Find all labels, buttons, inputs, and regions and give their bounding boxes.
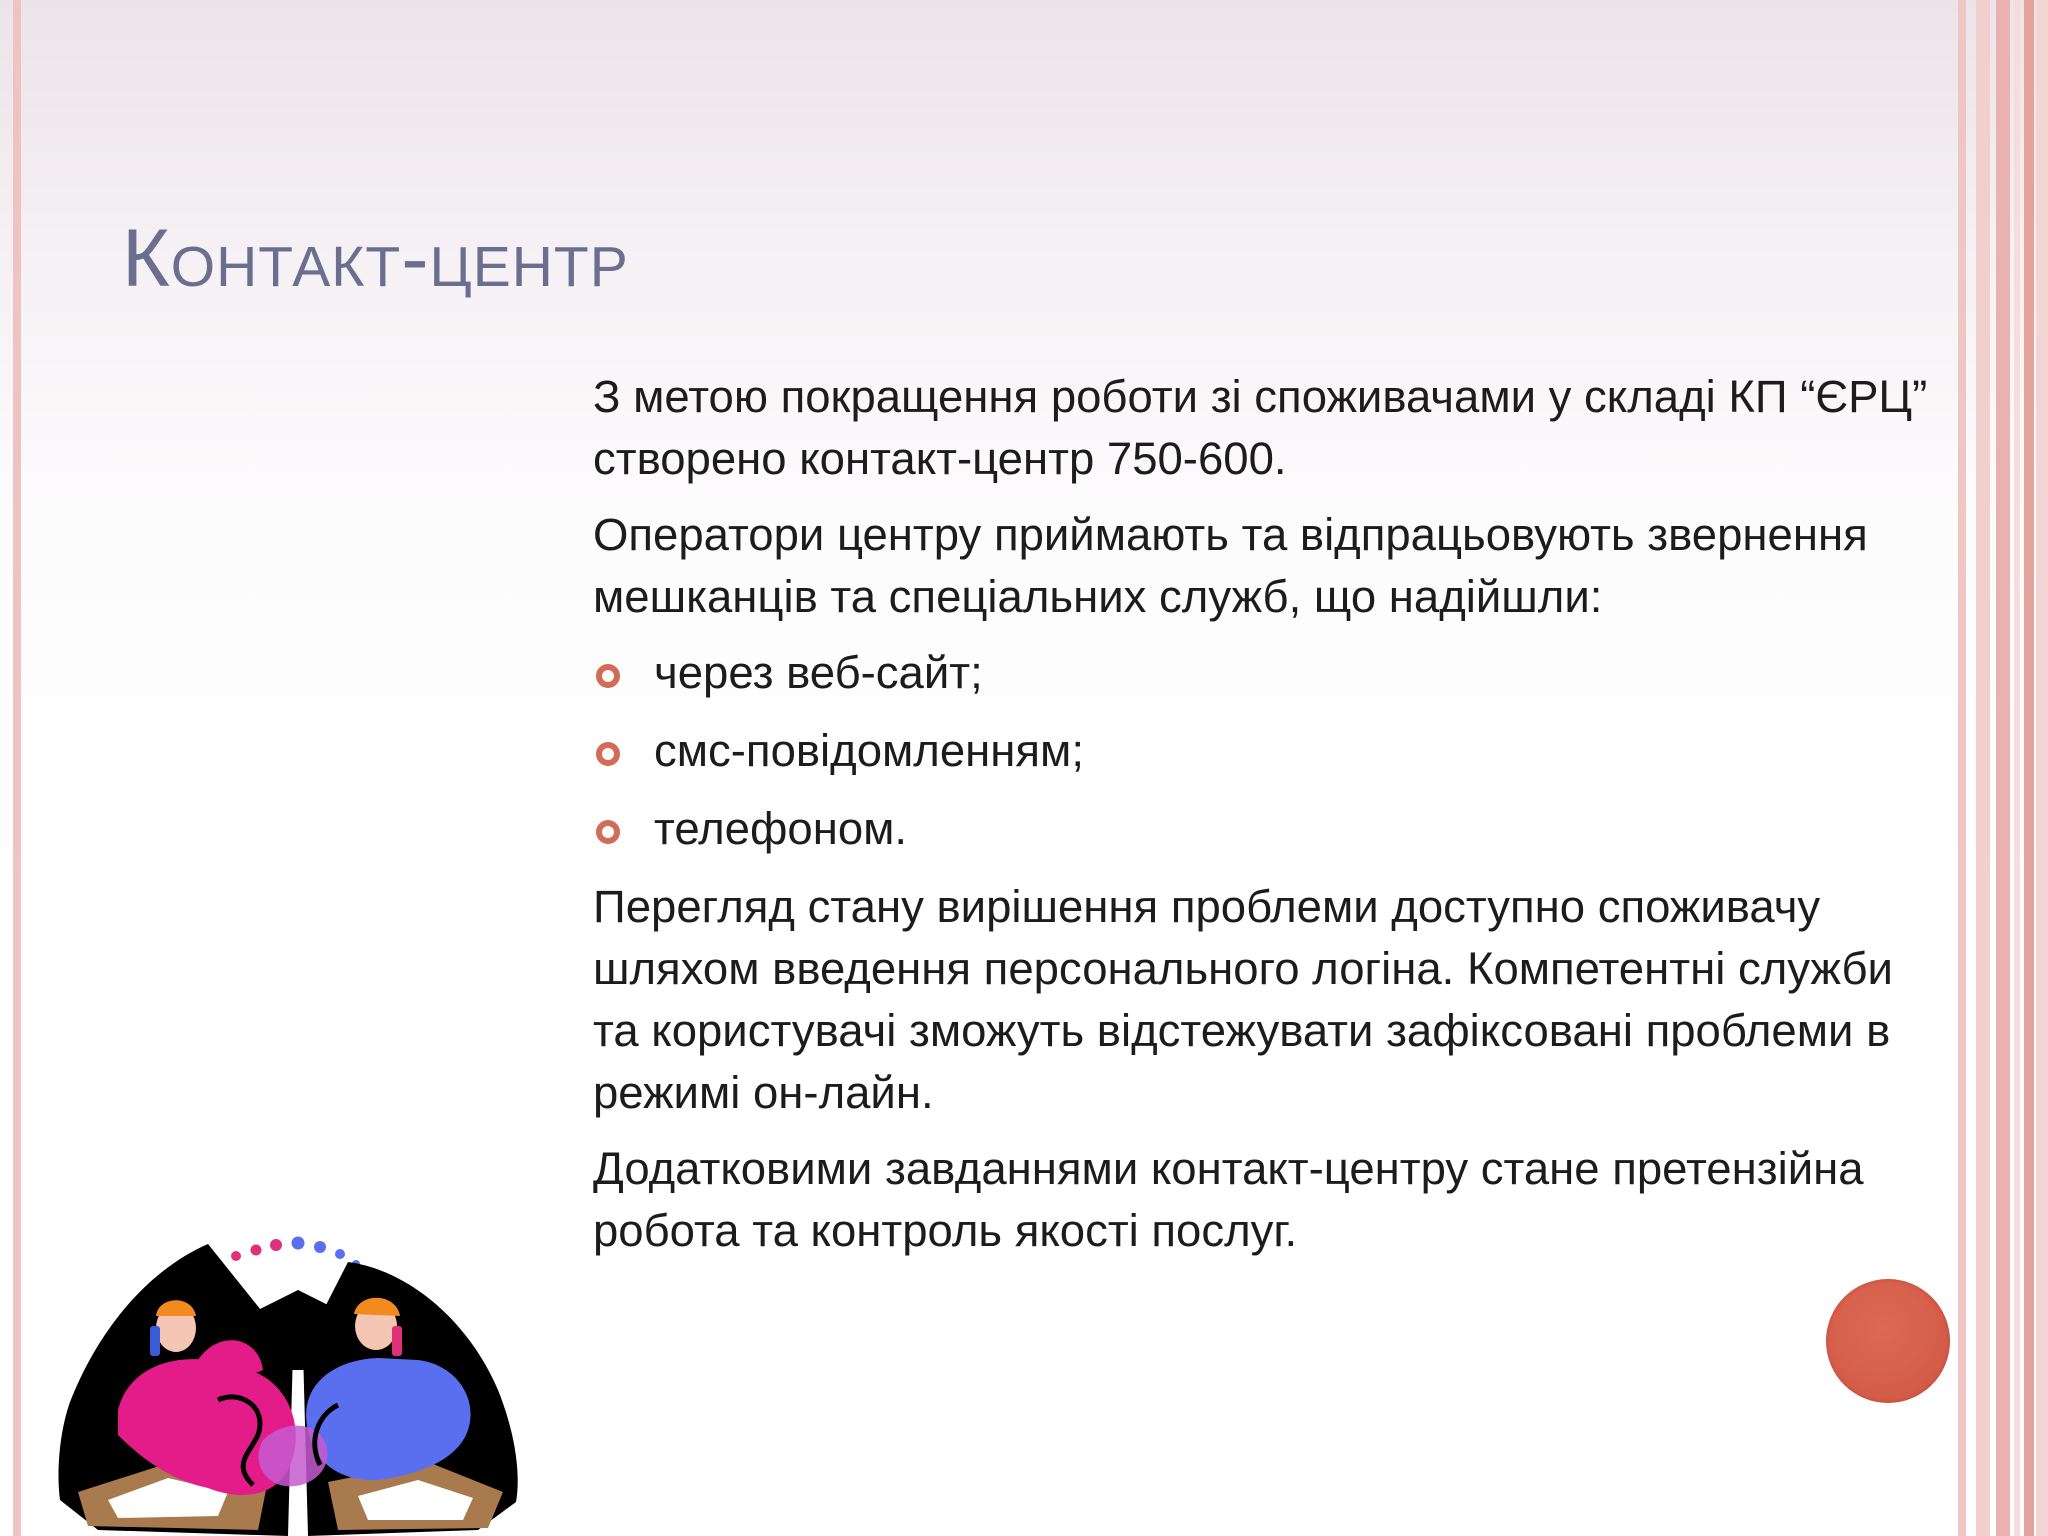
right-border-stripe <box>2024 0 2034 1536</box>
circle-ring-bullet-icon <box>596 820 620 844</box>
circle-ring-bullet-icon <box>596 664 620 688</box>
list-item-text: через веб-сайт; <box>654 647 983 698</box>
right-border-stripe <box>1976 0 1990 1536</box>
right-border-stripe <box>1996 0 2010 1536</box>
body-paragraph: Додатковими завданнями контакт-центру стане претензійна робота та контроль якості послуг. <box>593 1143 1864 1256</box>
list-item <box>593 720 1933 782</box>
slide-title: Контакт-центр <box>122 213 629 304</box>
right-border-stripe <box>1958 0 1966 1536</box>
left-border-stripe <box>13 0 21 1536</box>
circle-ring-bullet-icon <box>596 742 620 766</box>
body-paragraph: З метою покращення роботи зі споживачами у складі КП “ЄРЦ” створено контакт-центр 750-600. <box>593 371 1928 484</box>
list-item-text: смс-повідомленням; <box>654 725 1084 776</box>
body-paragraph: Перегляд стану вирішення проблеми доступно споживачу шляхом введення персонального логіна. Компетентні служби та користувачі зможуть відстежувати зафіксовані проблеми в режимі он-лайн. <box>593 881 1893 1118</box>
list-item <box>593 642 1933 704</box>
call-center-operators-clipart-icon <box>58 1230 558 1536</box>
right-border-stripe <box>2036 0 2048 1536</box>
channel-list <box>593 642 1933 860</box>
list-item <box>593 798 1933 860</box>
body-paragraph: Оператори центру приймають та відпрацьовують звернення мешканців та спеціальних служб, що надійшли: <box>593 509 1868 622</box>
right-border-stripe <box>2014 0 2020 1536</box>
list-item-text: телефоном. <box>654 803 908 854</box>
slide-body <box>593 366 1933 1276</box>
accent-orb-icon <box>1826 1279 1950 1403</box>
